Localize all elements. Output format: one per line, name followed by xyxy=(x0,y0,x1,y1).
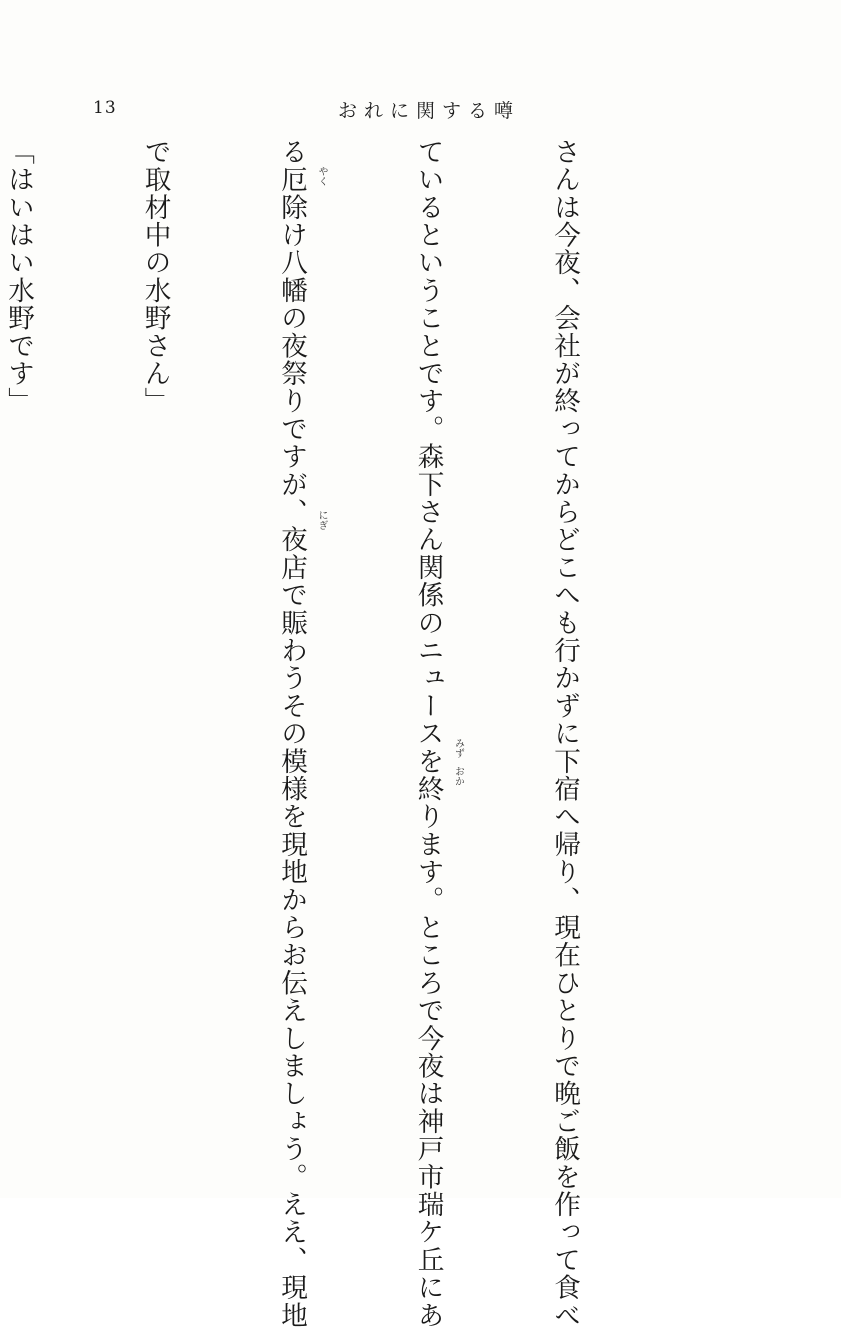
text-line-2 xyxy=(405,138,464,1329)
furigana-mizu: みず xyxy=(452,738,464,758)
running-head-title: おれに関する噂 xyxy=(338,100,521,122)
body-text xyxy=(0,138,678,1329)
text-line-2-content: ているということです。森下さん関係のニュースを終ります。ところで今夜は神戸市瑞ケ丘にあ xyxy=(412,138,444,1329)
furigana-yaku: やく xyxy=(316,166,327,186)
text-line-4: で取材中の水野さん」 xyxy=(139,138,171,415)
text-line-3 xyxy=(269,138,327,1329)
furigana-nigi: にぎ xyxy=(316,510,327,530)
text-line-5: 「はいはい水野です」 xyxy=(3,138,34,415)
page-number: 13 xyxy=(93,98,117,118)
text-line-3-content: る厄除け八幡の夜祭りですが、夜店で賑わうその模様を現地からお伝えしましょう。ええ、現地 xyxy=(276,138,307,1329)
furigana-oka: おか xyxy=(452,766,464,786)
text-line-1: さんは今夜、会社が終ってからどこへも行かずに下宿へ帰り、現在ひとりで晩ご飯を作って食べ xyxy=(549,138,580,1329)
